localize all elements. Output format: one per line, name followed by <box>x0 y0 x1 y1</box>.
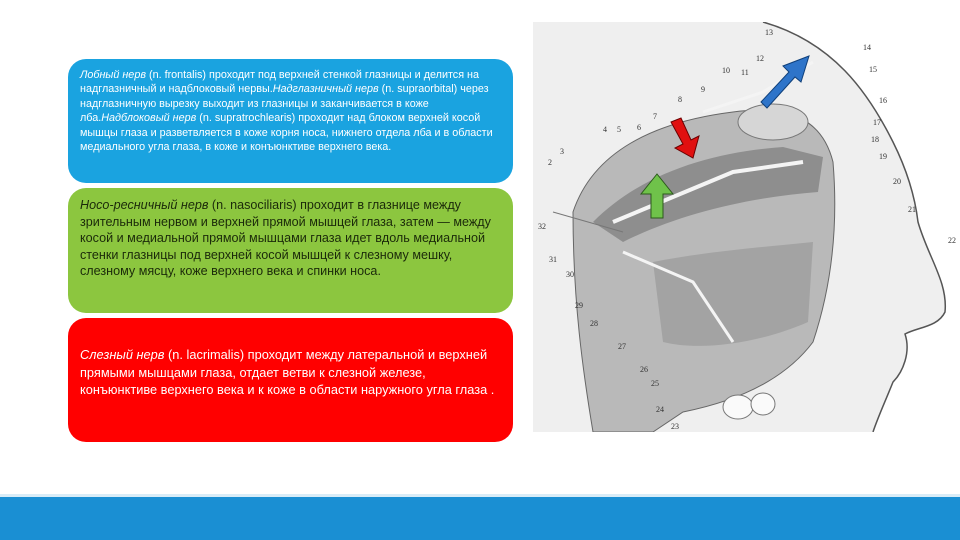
footer-bar <box>0 497 960 540</box>
label-30: 30 <box>566 270 574 279</box>
label-26: 26 <box>640 365 648 374</box>
lacrimal-nerve-title: Слезный нерв <box>80 347 165 362</box>
label-22: 22 <box>948 236 956 245</box>
label-8: 8 <box>678 95 682 104</box>
supratrochlear-nerve-title: Надблоковый нерв <box>101 112 197 125</box>
label-4: 4 <box>603 125 607 134</box>
lacrimal-nerve-text: Слезный нерв (n. lacrimalis) проходит между латеральной и верхней прямыми мышцами глаза, отдает ветви к слезной железе, конъюнктиве верхнего века и к коже в области наружного угла глаза . <box>80 347 495 397</box>
label-6: 6 <box>637 123 641 132</box>
label-29: 29 <box>575 301 583 310</box>
label-23: 23 <box>671 422 679 431</box>
label-24: 24 <box>656 405 664 414</box>
nasociliary-nerve-box <box>68 188 513 313</box>
label-5: 5 <box>617 125 621 134</box>
label-20: 20 <box>893 177 901 186</box>
label-14: 14 <box>863 43 871 52</box>
label-21: 21 <box>908 205 916 214</box>
nasociliary-nerve-title: Носо-ресничный нерв <box>80 198 209 212</box>
frontal-nerve-text: Лобный нерв (n. frontalis) проходит под верхней стенкой глазницы и делится на надглазничный и надблоковый нервы.Надглазничный нерв (n. supraorbital) через надглазничную вырезку выходит из глазницы и заканчивается в коже лба.Надблоковый нерв (n. supratrochlearis) проходит над блоком верхней косой мышцы глаза и разветвляется в коже корня носа, нижнего отдела лба и в области медиального угла глаза, в коже и конъюнктиве верхнего века. <box>80 69 493 154</box>
label-32: 32 <box>538 222 546 231</box>
supraorbital-nerve-title: Надглазничный нерв <box>272 83 379 96</box>
label-16: 16 <box>879 96 887 105</box>
frontal-nerve-box <box>68 59 513 183</box>
label-15: 15 <box>869 65 877 74</box>
label-13: 13 <box>765 28 773 37</box>
label-17: 17 <box>873 118 881 127</box>
frontal-nerve-title: Лобный нерв <box>80 69 146 81</box>
anatomy-illustration <box>533 22 960 432</box>
label-31: 31 <box>549 255 557 264</box>
label-3: 3 <box>560 147 564 156</box>
label-19: 19 <box>879 152 887 161</box>
label-18: 18 <box>871 135 879 144</box>
label-27: 27 <box>618 342 626 351</box>
lacrimal-nerve-box <box>68 318 513 442</box>
label-10: 10 <box>722 66 730 75</box>
label-11: 11 <box>741 68 749 77</box>
nasociliary-nerve-text: Носо-ресничный нерв (n. nasociliaris) проходит в глазнице между зрительным нервом и верхней прямой мышцей глаза, затем — между косой и медиальной прямой мышцами глаза идет вдоль медиальной стенки глазницы под верхней косой мышцей к слезному мешку, слезному мясцу, коже верхнего века и спинки носа. <box>80 198 491 278</box>
label-7: 7 <box>653 112 657 121</box>
label-9: 9 <box>701 85 705 94</box>
label-28: 28 <box>590 319 598 328</box>
label-12: 12 <box>756 54 764 63</box>
label-2: 2 <box>548 158 552 167</box>
label-25: 25 <box>651 379 659 388</box>
